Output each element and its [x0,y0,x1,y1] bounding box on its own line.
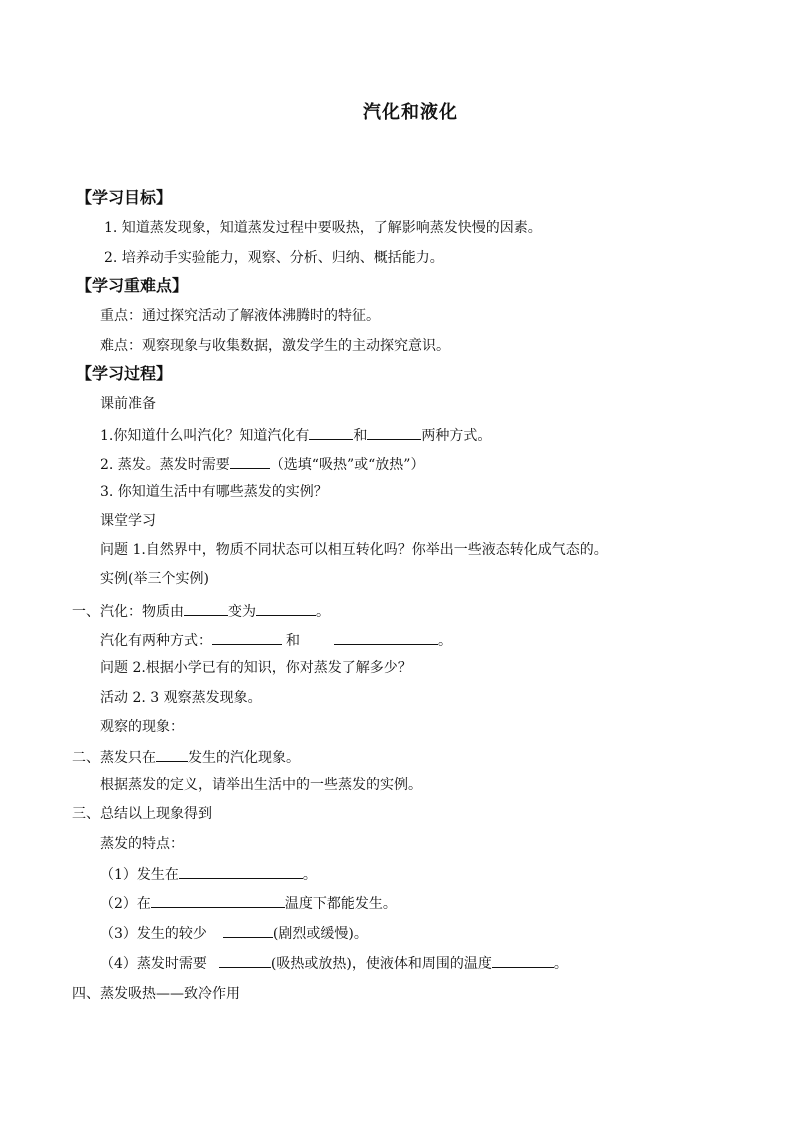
difficulty: 难点：观察现象与收集数据，激发学生的主动探究意识。 [100,338,450,354]
prep-q1-text-c: 两种方式。 [421,428,492,444]
section-4-cooling: 四、蒸发吸热——致冷作用 [72,986,240,1002]
problem-2: 问题 2.根据小学已有的知识，你对蒸发了解多少？ [100,660,412,676]
prep-label: 课前准备 [100,396,156,412]
prep-question-2 [100,453,424,475]
feature-2 [100,892,397,914]
f1-text-b: 。 [302,867,317,883]
ways-text-c: 。 [438,633,452,649]
answer-blank[interactable] [156,746,188,762]
features-label: 蒸发的特点： [100,836,184,852]
answer-blank[interactable] [256,600,316,616]
f1-text-a: （1）发生在 [100,867,179,883]
goal-1: 1. 知道蒸发现象，知道蒸发过程中要吸热，了解影响蒸发快慢的因素。 [104,220,542,236]
feature-1 [100,863,317,885]
s2-text-b: 发生的汽化现象。 [188,750,300,766]
answer-blank[interactable] [334,629,438,645]
answer-blank[interactable] [223,922,273,938]
f4-text-c: 。 [553,956,568,972]
prep-q2-text-b: （选填“吸热”或“放热”） [269,457,425,473]
page-title: 汽化和液化 [363,102,458,123]
prep-q1-text-b: 和 [353,428,368,444]
f2-text-b: 温度下都能发生。 [284,896,397,912]
answer-blank[interactable] [212,629,282,645]
activity: 活动 2. 3 观察蒸发现象。 [100,690,262,706]
answer-blank[interactable] [151,892,285,908]
f4-text-a: （4）蒸发时需要 [100,956,207,972]
answer-blank[interactable] [184,600,228,616]
f2-text-a: （2）在 [100,896,151,912]
examples-label: 实例(举三个实例) [100,571,209,587]
process-heading: 【学习过程】 [76,364,173,383]
observe-label: 观察的现象： [100,719,184,735]
problem-1: 问题 1.自然界中，物质不同状态可以相互转化吗？你举出一些液态转化成气态的。 [100,542,608,558]
prep-question-3: 3. 你知道生活中有哪些蒸发的实例？ [100,484,328,500]
key-point: 重点：通过探究活动了解液体沸腾时的特征。 [100,308,380,324]
key-heading: 【学习重难点】 [76,276,189,295]
answer-blank[interactable] [492,952,554,968]
section-1-evaporation [72,600,330,622]
feature-3 [100,922,368,944]
define-instruction: 根据蒸发的定义，请举出生活中的一些蒸发的实例。 [100,777,422,793]
ways-text-b: 和 [286,633,300,649]
prep-q1-text-a: 1.你知道什么叫汽化？知道汽化有 [100,428,310,444]
f4-text-b: (吸热或放热)，使液体和周围的温度 [270,956,492,972]
goal-2: 2. 培养动手实验能力，观察、分析、归纳、概括能力。 [104,250,444,266]
section-2-evaporation-def [72,746,300,768]
s1-text-b: 变为 [228,604,256,620]
answer-blank[interactable] [219,952,271,968]
vaporization-ways [100,629,452,651]
section-3-summary: 三、总结以上现象得到 [72,806,212,822]
f3-text-b: (剧烈或缓慢)。 [272,926,368,942]
s1-text-c: 。 [316,604,330,620]
f3-text-a: （3）发生的较少 [100,926,207,942]
s1-text-a: 一、汽化：物质由 [72,604,184,620]
answer-blank[interactable] [230,453,270,469]
ways-text-a: 汽化有两种方式： [100,633,212,649]
class-label: 课堂学习 [100,513,156,529]
s2-text-a: 二、蒸发只在 [72,750,156,766]
answer-blank[interactable] [179,863,303,879]
prep-q2-text-a: 2. 蒸发。蒸发时需要 [100,457,230,473]
feature-4 [100,952,568,974]
answer-blank[interactable] [309,424,353,440]
prep-question-1 [100,424,491,446]
goals-heading: 【学习目标】 [76,188,173,207]
answer-blank[interactable] [367,424,421,440]
